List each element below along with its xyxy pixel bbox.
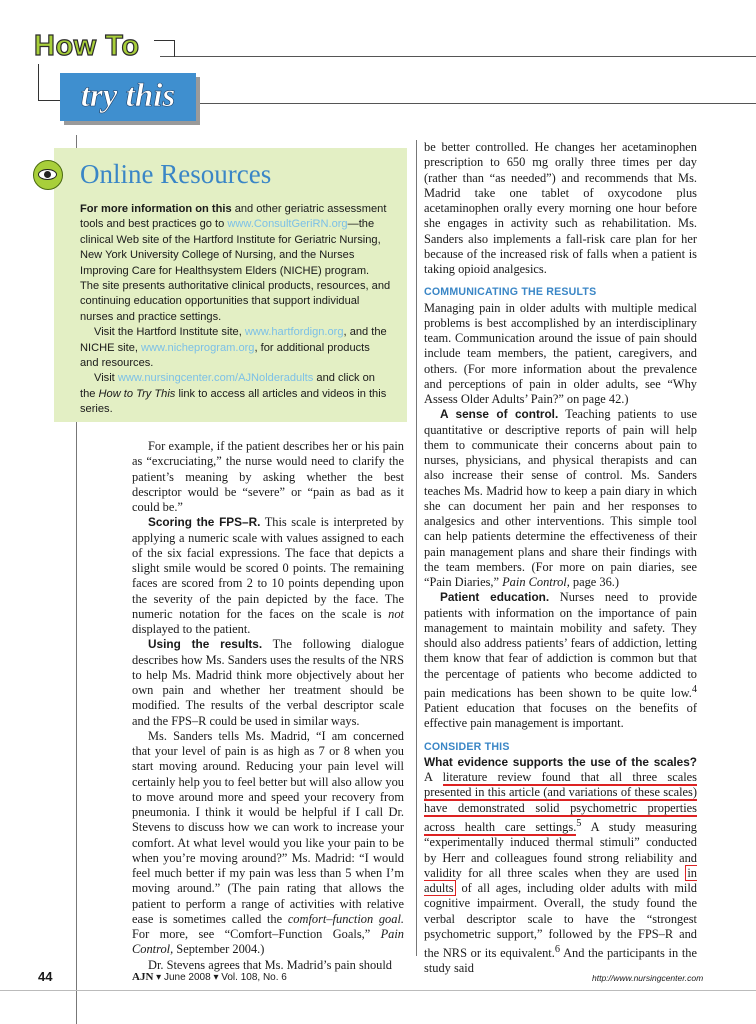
right-paragraph-0: be better controlled. He changes her acetaminophen prescription to 650 mg orally three times per day (rather than “as needed”) and recommends that Ms. Madrid take one tablet of oxycodone plus acetaminophen orally every morning one hour before she engages in activity such as rehabilitation. Ms. Sanders also implements a fall-risk care plan for her because of the increased risk of falls when a patient is taking opioid analgesics. xyxy=(424,140,697,276)
resources-paragraph-3: Visit www.nursingcenter.com/AJNolderadults and click on the How to Try This link to access all articles and videos in this series. xyxy=(80,372,387,416)
right-paragraph-2: A sense of control. Teaching patients to use quantitative or descriptive reports of pain will help them to communicate their concerns about pain to nurses, physicians, and physical therapists and can also increase their sense of control. Ms. Sanders teaches Ms. Madrid how to keep a pain diary in which she can document her pain and her responses to analgesics and other interventions. This simple tool can help patients determine the effectiveness of their pain management plans and share their findings with the team members. (For more on pain diaries, see “Pain Diaries,” Pain Control, page 36.) xyxy=(424,407,697,589)
niche-link[interactable]: www.nicheprogram.org xyxy=(141,341,255,354)
journal-footer xyxy=(132,971,287,983)
hartford-link[interactable]: www.hartfordign.org xyxy=(244,326,344,339)
right-paragraph-4: What evidence supports the use of the scales? A literature review found that all three scales presented in this article (and variations of these scales) have demonstrated solid psychometric properties across health care settings.$^5$ A study measuring “experimentally induced thermal stimuli” conducted by Herr and colleagues found strong reliability and validity for all three scales when they are used in adults of all ages, including older adults with mild cognitive impairment. Overall, the study found the verbal descriptor scale to have the “strongest psychometric support,” followed by the FPS–R and the NRS or its equivalent.$^6$ And the participants in the study said xyxy=(424,754,697,976)
right-column xyxy=(424,140,697,977)
patient-education-heading: Patient education. xyxy=(440,590,550,605)
left-paragraph-4: Ms. Sanders tells Ms. Madrid, “I am concerned that your level of pain is as high as 7 or 8 when you start moving around. Reducing your pain level will certainly help you to feel better but will also allow you to move around more and speed your recovery from pneumonia. I think it would be helpful if I call Dr. Stevens to discuss how we can work to increase your comfort. At what level would you like your pain to be when you’re moving around?” Ms. Madrid: “I would feel much better if my pain was less than 5 when I’m moving around.” (The pain rating that allows the patient to perform a range of activities with relative ease is sometimes called the comfort–function goal. For more, see “Comfort–Function Goals,” Pain Control, September 2004.) xyxy=(132,728,404,957)
column-divider xyxy=(416,140,417,956)
issue-info: ▾ June 2008 ▾ Vol. 108, No. 6 xyxy=(153,972,287,983)
journal-name: AJN xyxy=(132,971,154,983)
header-bracket-right xyxy=(154,40,175,57)
consider-this-heading: CONSIDER THIS xyxy=(424,740,510,753)
left-paragraph-1: For example, if the patient describes her or his pain as “excruciating,” the nurse would need to clarify the patient’s meaning by asking whether the best descriptor would be “severe” or “pain as bad as it could be.” xyxy=(132,439,404,514)
resources-paragraph-1: For more information on this and other geriatric assessment tools and best practices go to www.ConsultGeriRN.org—the clinical Web site of the Hartford Institute for Geriatric Nursing, New York University College of Nursing, and the Nurses Improving Care for Healthsystem Elders (NICHE) program. The site presents authoritative clinical products, resources, and continuing education opportunities that support individual nurses and practice settings. xyxy=(80,203,391,323)
sense-of-control-heading: A sense of control. xyxy=(440,407,559,422)
consultgerirn-link[interactable]: www.ConsultGeriRN.org xyxy=(227,218,348,231)
eye-icon xyxy=(33,160,63,190)
resources-paragraph-2: Visit the Hartford Institute site, www.hartfordign.org, and the NICHE site, www.nicheprogram.org, for additional products and resources. xyxy=(80,326,387,370)
footer-url[interactable]: http://www.nursingcenter.com xyxy=(592,973,704,983)
right-paragraph-3: Patient education. Nurses need to provide patients with information on the importance of pain management to maintain mobility and safety. They should also address patients’ fears of addiction, letting them know that fear of addiction is common but that the percentage of patients who become addicted to pain medications has been shown to be quite low.$^4$ Patient education that focuses on the benefits of effective pain management is important. xyxy=(424,590,697,731)
how-to-heading: How To xyxy=(34,30,140,62)
try-this-banner xyxy=(60,73,196,121)
footer-rule xyxy=(0,990,756,991)
using-results-heading: Using the results. xyxy=(148,637,263,652)
online-resources-box xyxy=(54,148,407,422)
boxed-annotation: in adults xyxy=(424,865,697,895)
resources-lead: For more information on this xyxy=(80,203,232,215)
left-column xyxy=(132,439,404,973)
header-bracket-left xyxy=(38,64,61,101)
scoring-fpsr-heading: Scoring the FPS–R. xyxy=(148,515,261,530)
header-rule-top xyxy=(160,56,756,57)
try-this-heading: try this xyxy=(80,78,176,114)
page-number: 44 xyxy=(38,969,53,984)
left-paragraph-2: Scoring the FPS–R. This scale is interpreted by applying a numeric scale with values assigned to each of the six facial expressions. The face that depicts a slight smile would be scored 0 points. The remaining faces are scored from 2 to 10 points depending upon the severity of the pain depicted by the face. The numeric notation for the faces on the scale is not displayed to the patient. xyxy=(132,515,404,636)
nursingcenter-link[interactable]: www.nursingcenter.com/AJNolderadults xyxy=(117,372,314,385)
underlined-annotation: literature review found that all three scales presented in this article (and variations of these scales) have demonstrated solid psychometric properties across health care settings. xyxy=(424,770,697,834)
right-paragraph-1: Managing pain in older adults with multiple medical problems is best accomplished by an interdisciplinary team. Communication around the issue of pain should include team members, the patient, caregivers, and others. (For more information about the prevalence and perceptions of pain in older adults, see “Why Assess Older Adults’ Pain?” on page 42.) xyxy=(424,300,697,406)
left-paragraph-3: Using the results. The following dialogue describes how Ms. Sanders uses the results of the NRS to help Ms. Madrid think more objectively about her own pain and whether her treatment should be modified. The results of the verbal descriptor scale and the FPS–R could be used in similar ways. xyxy=(132,637,405,728)
evidence-question-heading: What evidence supports the use of the scales? xyxy=(424,754,697,769)
online-resources-title: Online Resources xyxy=(80,159,272,189)
left-paragraph-5: Dr. Stevens agrees that Ms. Madrid’s pain should xyxy=(148,957,392,972)
communicating-results-heading: COMMUNICATING THE RESULTS xyxy=(424,286,597,299)
header-rule-bottom xyxy=(196,103,756,104)
